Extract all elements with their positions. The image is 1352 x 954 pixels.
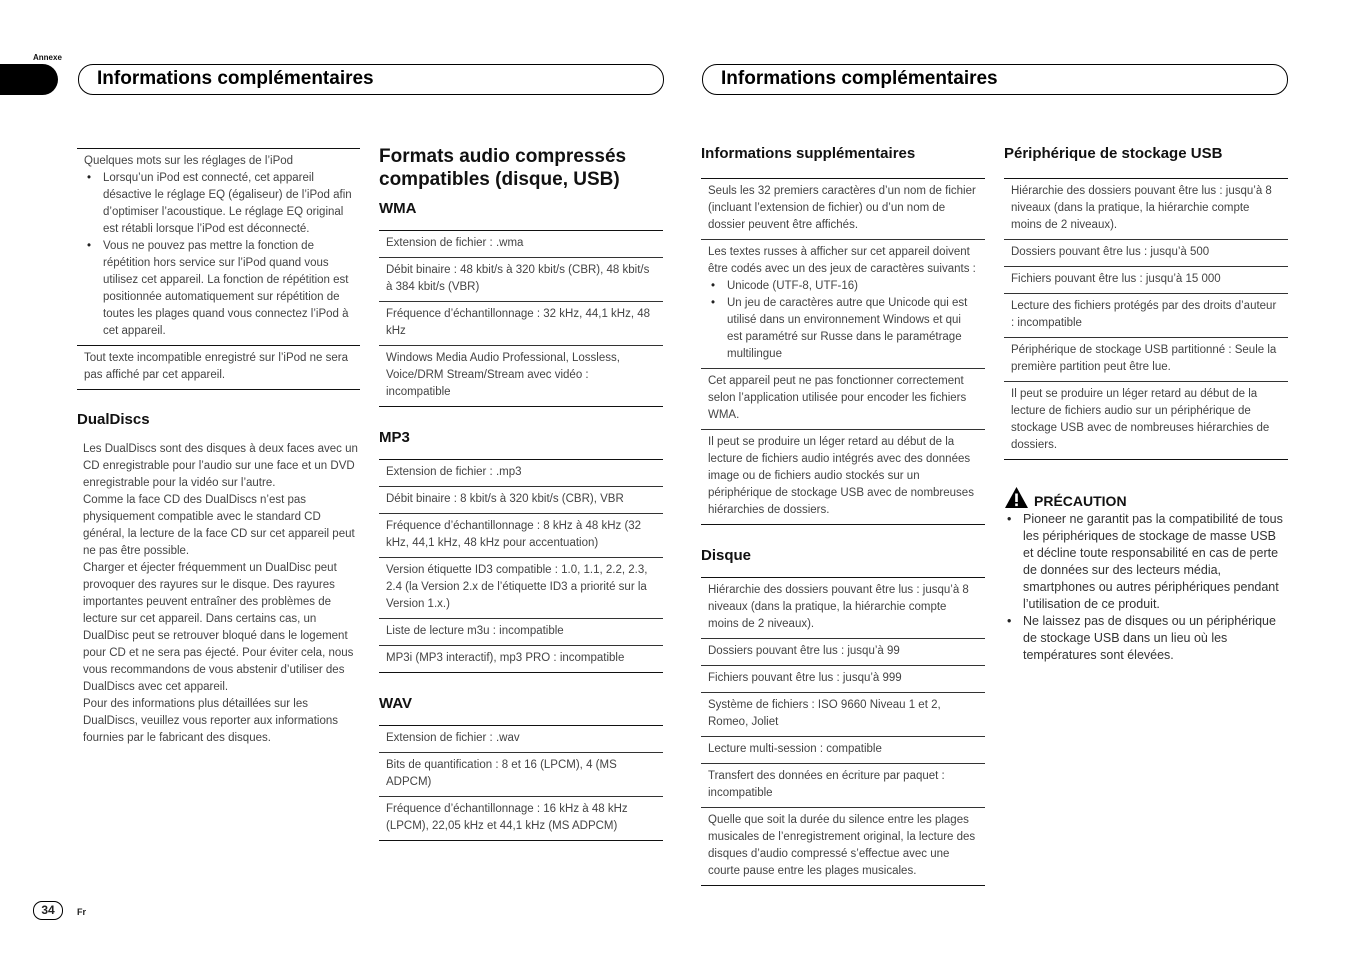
ipod-bullet: • Lorsqu’un iPod est connecté, cet appareil désactive le réglage EQ (égaliseur) de l’iPod afin d’optimiser l’acoustique. Le réglage EQ original est rétabli lorsque l’iPod est déconnecté. — [84, 170, 353, 238]
dualdiscs-paragraph: Comme la face CD des DualDiscs n’est pas physiquement compatible avec le standard CD général, la lecture de la face CD sur cet appareil peut ne pas être possible. — [83, 494, 355, 557]
info-row: Seuls les 32 premiers caractères d’un nom de fichier (incluant l’extension de fichier) ou d’un nom de dossier peuvent être affichés. — [708, 185, 976, 231]
disque-row: Dossiers pouvant être lus : jusqu’à 99 — [701, 638, 985, 665]
mp3-table — [379, 459, 663, 673]
ipod-bullet-list — [84, 170, 353, 340]
annexe-label: Annexe — [33, 53, 62, 62]
info-table — [701, 178, 985, 525]
column-1 — [77, 148, 360, 747]
left-header-title: Informations complémentaires — [97, 68, 374, 89]
info-row-russian — [701, 239, 985, 368]
charset-bullet-list — [708, 278, 978, 363]
usb-row: Lecture des fichiers protégés par des droits d’auteur : incompatible — [1004, 293, 1288, 337]
disque-row: Hiérarchie des dossiers pouvant être lus : jusqu’à 8 niveaux (dans la pratique, la hiérarchie compte moins de 2 niveaux). — [708, 584, 969, 630]
disque-row: Quelle que soit la durée du silence entre les plages musicales de l’enregistrement original, la lecture des disques d’audio compressé s’effectue avec une courte pause entre les plages musicales. — [701, 807, 985, 885]
dualdiscs-paragraph: Charger et éjecter fréquemment un DualDisc peut provoquer des rayures sur le disque. Des rayures importantes peuvent entraîner des problèmes de lecture sur cet appareil. Dans certains cas, un DualDisc peut se retrouver bloqué dans le logement pour CD et ne sera pas éjecté. Pour éviter cela, nous vous recommandons de vous abstenir d’utiliser des DualDiscs avec cet appareil. — [83, 562, 354, 693]
wma-row: Extension de fichier : .wma — [386, 237, 524, 249]
mp3-row: Fréquence d’échantillonnage : 8 kHz à 48 kHz (32 kHz, 44,1 kHz, 48 kHz pour accentuation) — [379, 513, 663, 557]
page-number: 34 — [33, 901, 63, 920]
ipod-settings-row — [77, 149, 360, 345]
mp3-row: Débit binaire : 8 kbit/s à 320 kbit/s (CBR), VBR — [379, 486, 663, 513]
wma-table — [379, 230, 663, 407]
info-row: Cet appareil peut ne pas fonctionner correctement selon l’application utilisée pour encoder les fichiers WMA. — [701, 368, 985, 429]
mp3-heading: MP3 — [379, 429, 410, 446]
wav-row: Fréquence d’échantillonnage : 16 kHz à 48 kHz (LPCM), 22,05 kHz et 44,1 kHz (MS ADPCM) — [379, 796, 663, 840]
disque-heading: Disque — [701, 547, 752, 564]
usb-row: Périphérique de stockage USB partitionné : Seule la première partition peut être lue. — [1004, 337, 1288, 381]
disque-row: Lecture multi-session : compatible — [701, 736, 985, 763]
ipod-intro: Quelques mots sur les réglages de l’iPod — [84, 155, 294, 167]
usb-row: Il peut se produire un léger retard au début de la lecture de fichiers audio sur un périphérique de stockage USB avec de nombreuses hiérarchies de dossiers. — [1004, 381, 1288, 459]
wma-heading: WMA — [379, 200, 417, 217]
ipod-settings-box — [77, 148, 360, 390]
column-3 — [701, 145, 985, 886]
dualdiscs-heading: DualDiscs — [77, 411, 150, 428]
info-heading: Informations supplémentaires — [701, 145, 916, 162]
section-tab-marker — [0, 64, 58, 95]
ipod-bullet: • Vous ne pouvez pas mettre la fonction de répétition hors service sur l’iPod quand vous utilisez cet appareil. La fonction de répétition est positionnée automatiquement sur répétition de toutes les plages quand vous connectez l’iPod à cet appareil. — [84, 238, 353, 340]
ipod-note: Tout texte incompatible enregistré sur l’iPod ne sera pas affiché par cet appareil. — [77, 345, 360, 389]
caution-list — [1004, 511, 1288, 664]
info-row: Il peut se produire un léger retard au début de la lecture de fichiers audio intégrés avec des données image ou de fichiers audio stockés sur un périphérique de stockage USB avec de nombreuses hiérarchies de dossiers. — [701, 429, 985, 524]
wma-row: Débit binaire : 48 kbit/s à 320 kbit/s (CBR), 48 kbit/s à 384 kbit/s (VBR) — [379, 257, 663, 301]
caution-bullet: • Pioneer ne garantit pas la compatibilité de tous les périphériques de stockage de masse USB et décline toute responsabilité en cas de perte de données sur des lecteurs média, smartphones ou autres périphériques pendant l’utilisation de ce produit. — [1004, 511, 1288, 613]
right-header-title: Informations complémentaires — [721, 68, 998, 89]
usb-row: Dossiers pouvant être lus : jusqu’à 500 — [1004, 239, 1288, 266]
column-4 — [1004, 145, 1288, 664]
usb-row: Hiérarchie des dossiers pouvant être lus : jusqu’à 8 niveaux (dans la pratique, la hiérarchie compte moins de 2 niveaux). — [1011, 185, 1272, 231]
mp3-row: Liste de lecture m3u : incompatible — [379, 618, 663, 645]
charset-bullet: • Un jeu de caractères autre que Unicode qui est utilisé dans un environnement Windows et qui est paramétré sur Russe dans le paramétrage multilingue — [708, 295, 978, 363]
mp3-row: Version étiquette ID3 compatible : 1.0, 1.1, 2.2, 2.3, 2.4 (la Version 2.x de l’étiquette ID3 a priorité sur la Version 1.x.) — [379, 557, 663, 618]
charset-bullet: • Unicode (UTF-8, UTF-16) — [708, 278, 978, 295]
wav-heading: WAV — [379, 695, 413, 712]
usb-table — [1004, 178, 1288, 460]
dualdiscs-paragraph: Les DualDiscs sont des disques à deux faces avec un CD enregistrable pour l’audio sur une face et un DVD enregistrable pour la vidéo sur l’autre. — [83, 443, 358, 489]
mp3-row: Extension de fichier : .mp3 — [386, 466, 522, 478]
column-2 — [379, 145, 663, 841]
info-russian-text: Les textes russes à afficher sur cet appareil doivent être codés avec un des jeux de caractères suivants : — [708, 246, 976, 275]
caution-title: PRÉCAUTION — [1034, 493, 1127, 509]
mp3-row: MP3i (MP3 interactif), mp3 PRO : incompatible — [379, 645, 663, 672]
wav-row: Bits de quantification : 8 et 16 (LPCM), 4 (MS ADPCM) — [379, 752, 663, 796]
usb-row: Fichiers pouvant être lus : jusqu’à 15 000 — [1004, 266, 1288, 293]
dualdiscs-paragraph: Pour des informations plus détaillées sur les DualDiscs, veuillez vous reporter aux informations fournies par le fabricant des disques. — [83, 698, 339, 744]
formats-title: Formats audio compressés compatibles (disque, USB) — [379, 146, 627, 190]
usb-heading: Périphérique de stockage USB — [1004, 145, 1223, 162]
disque-row: Fichiers pouvant être lus : jusqu’à 999 — [701, 665, 985, 692]
caution-header — [1004, 486, 1288, 509]
disque-table — [701, 577, 985, 886]
dualdiscs-text — [77, 441, 360, 747]
left-header-banner — [78, 64, 664, 95]
caution-bullet: • Ne laissez pas de disques ou un périphérique de stockage USB dans un lieu où les températures sont élevées. — [1004, 613, 1288, 664]
wav-table — [379, 725, 663, 841]
right-header-banner — [702, 64, 1288, 95]
wav-row: Extension de fichier : .wav — [386, 732, 520, 744]
warning-icon — [1004, 486, 1029, 509]
language-code: Fr — [77, 907, 86, 917]
wma-row: Fréquence d’échantillonnage : 32 kHz, 44,1 kHz, 48 kHz — [379, 301, 663, 345]
disque-row: Système de fichiers : ISO 9660 Niveau 1 et 2, Romeo, Joliet — [701, 692, 985, 736]
disque-row: Transfert des données en écriture par paquet : incompatible — [701, 763, 985, 807]
wma-row: Windows Media Audio Professional, Lossless, Voice/DRM Stream/Stream avec vidéo : incompatible — [379, 345, 663, 406]
